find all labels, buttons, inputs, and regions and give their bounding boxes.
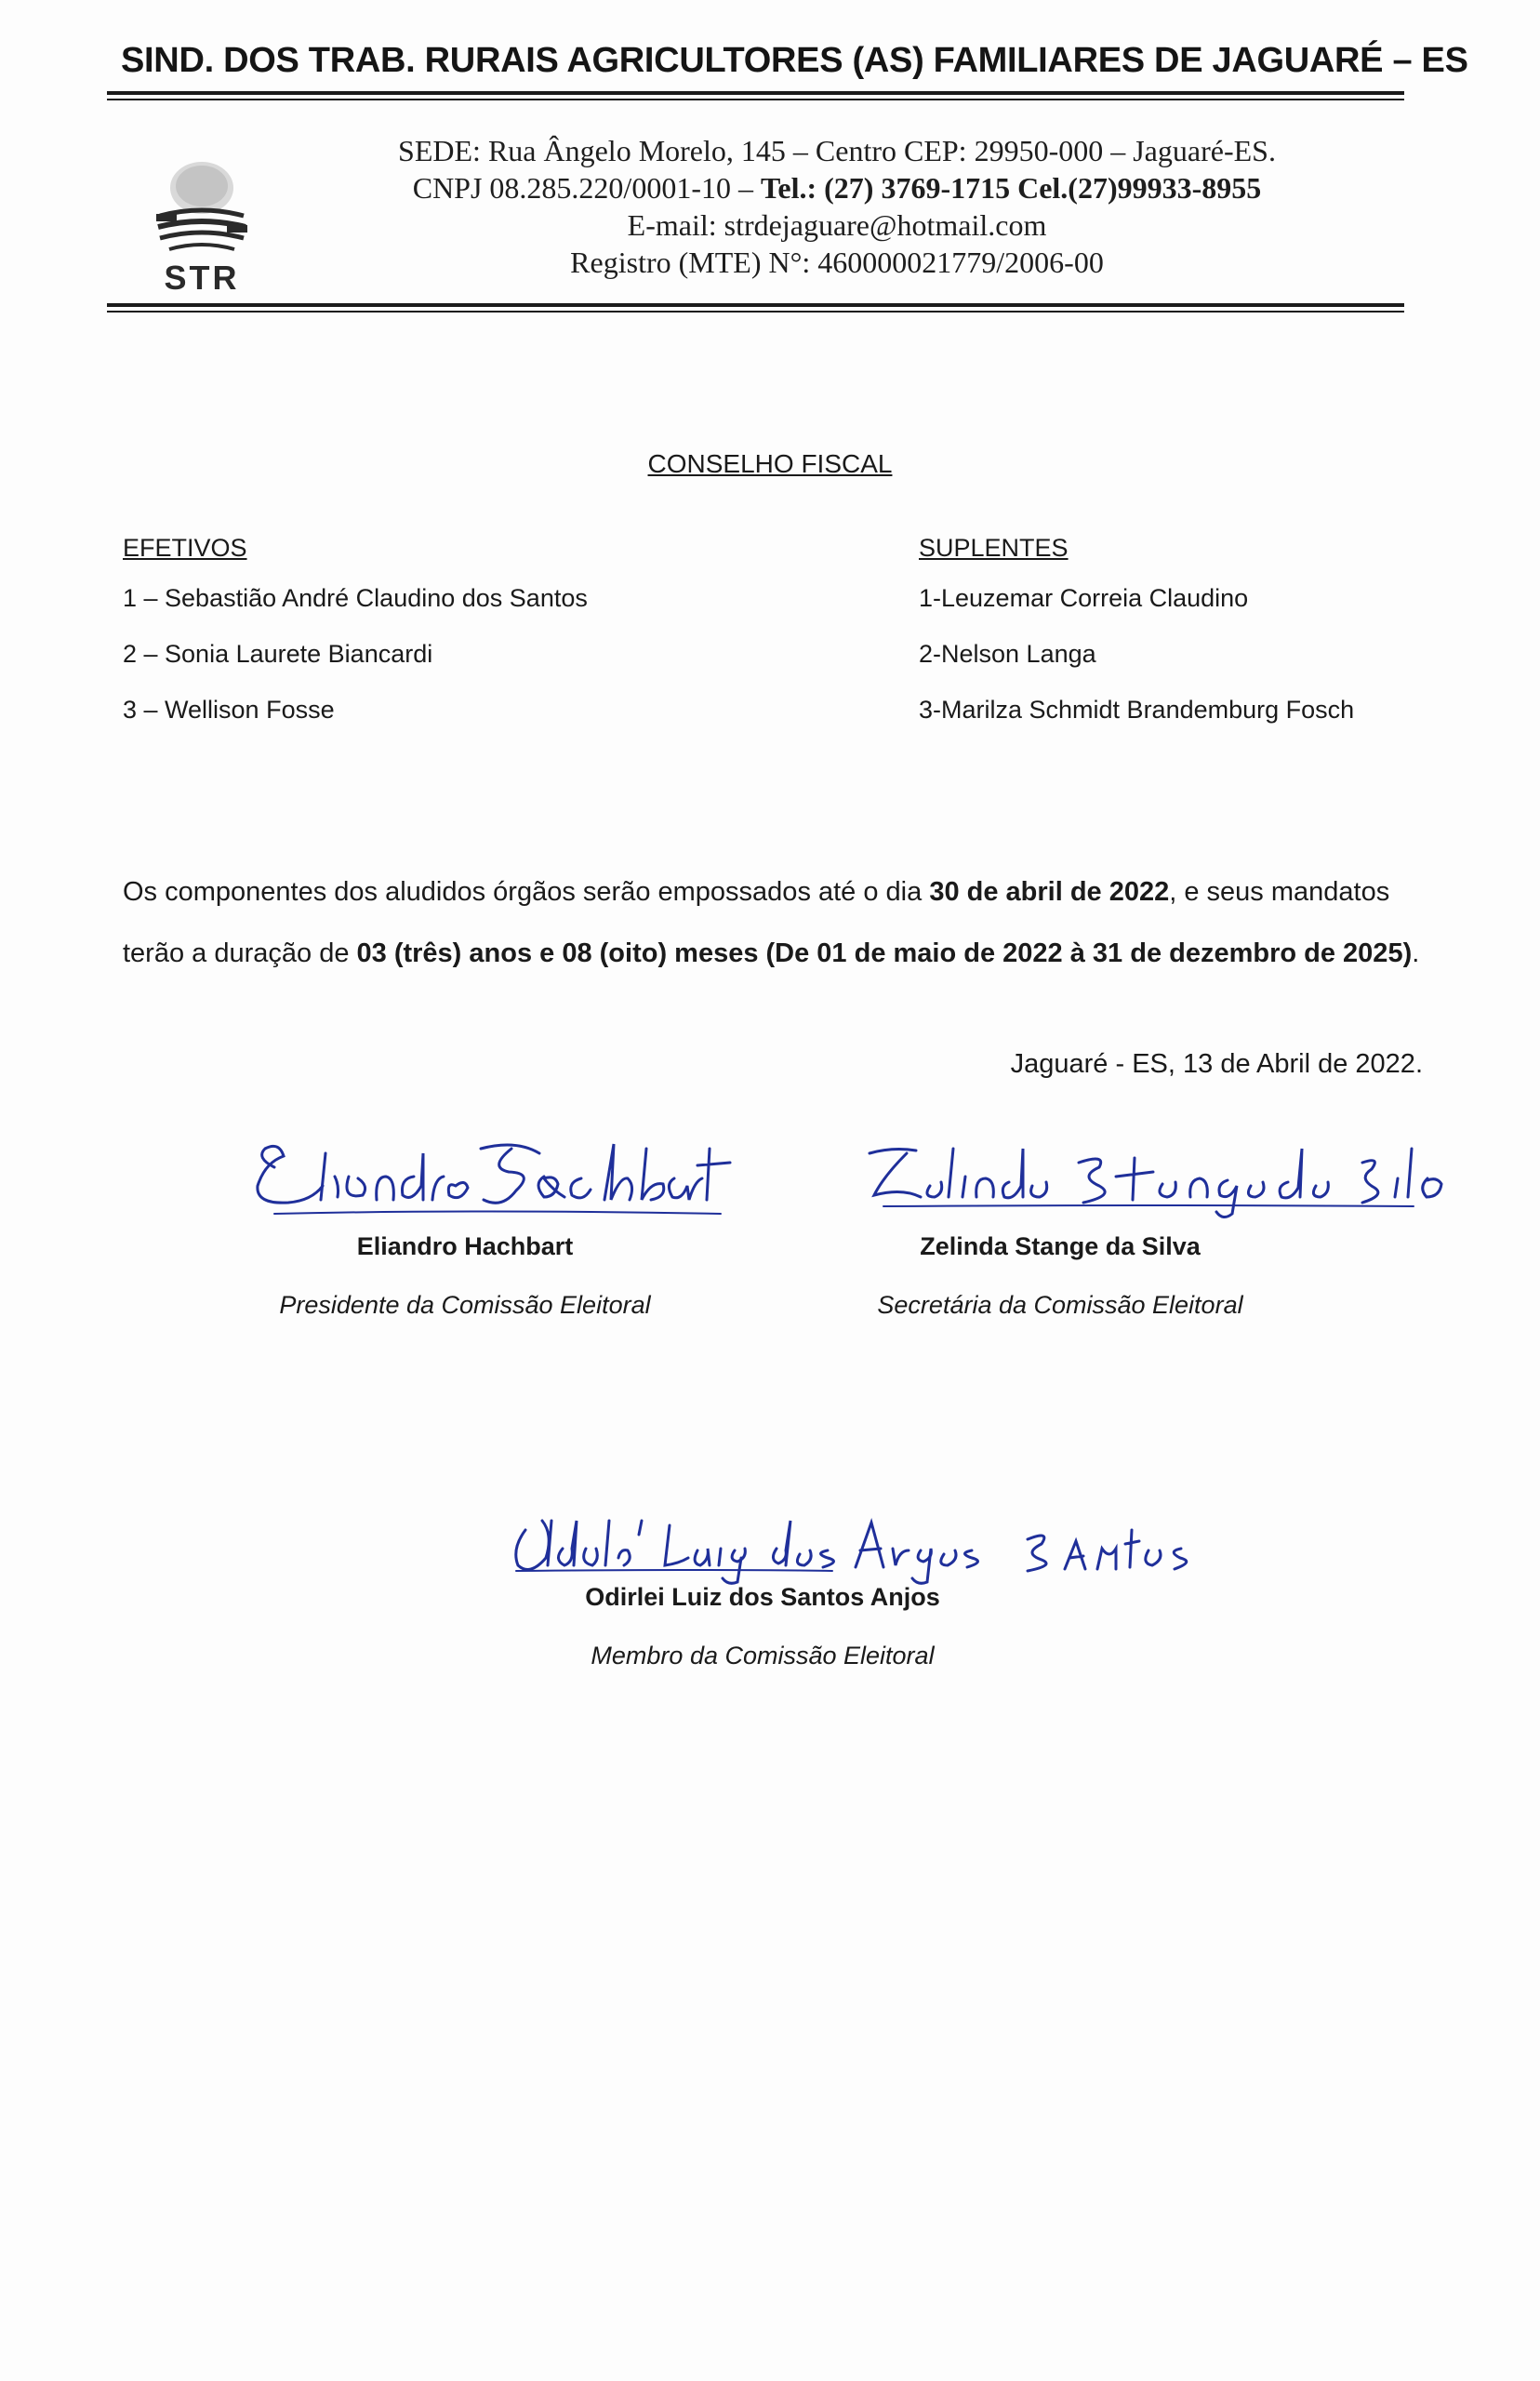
- suplente-item: 2-Nelson Langa: [919, 640, 1096, 668]
- header-rule-bottom: [107, 303, 1404, 307]
- header-rule-bottom-thin: [107, 311, 1404, 313]
- efetivo-item: 2 – Sonia Laurete Biancardi: [123, 640, 433, 668]
- suplentes-column: [919, 534, 1477, 751]
- str-logo: [141, 158, 262, 298]
- efetivo-item: 3 – Wellison Fosse: [123, 696, 335, 724]
- str-emblem-icon: [141, 158, 262, 260]
- suplentes-heading: SUPLENTES: [919, 534, 1069, 562]
- union-title: SIND. DOS TRAB. RURAIS AGRICULTORES (AS) FAMILIARES DE JAGUARÉ – ES: [121, 41, 1468, 80]
- suplente-item: 1-Leuzemar Correia Claudino: [919, 584, 1249, 612]
- signature-odirlei: [507, 1493, 1251, 1586]
- efetivo-item: 1 – Sebastião André Claudino dos Santos: [123, 584, 588, 612]
- paragraph-text: Os componentes dos aludidos órgãos serão empossados até o dia: [123, 877, 930, 907]
- signer-role: Secretária da Comissão Eleitoral: [877, 1291, 1243, 1319]
- contact-line: [307, 169, 1367, 206]
- paragraph-text: terão a duração de: [123, 938, 357, 968]
- paragraph-line-1: [123, 861, 1425, 923]
- phones-text: Tel.: (27) 3769-1715 Cel.(27)99933-8955: [760, 171, 1262, 205]
- document-date: Jaguaré - ES, 13 de Abril de 2022.: [1010, 1049, 1423, 1079]
- suplente-item: 3-Marilza Schmidt Brandemburg Fosch: [919, 696, 1355, 724]
- efetivos-heading: EFETIVOS: [123, 534, 247, 562]
- inauguration-date: 30 de abril de 2022: [929, 877, 1170, 907]
- signer-role: Presidente da Comissão Eleitoral: [279, 1291, 651, 1319]
- mandate-paragraph: [123, 861, 1425, 984]
- header-rule-top-thin: [107, 99, 1404, 100]
- logo-text: STR: [164, 259, 240, 297]
- signer-name: Eliandro Hachbart: [356, 1232, 574, 1260]
- handwritten-signature-image: [507, 1493, 1251, 1586]
- header-rule-top: [107, 91, 1404, 95]
- paragraph-text: .: [1412, 938, 1420, 968]
- email-line: E-mail: strdejaguare@hotmail.com: [627, 208, 1047, 242]
- efetivos-column: [123, 534, 867, 751]
- signer-name: Zelinda Stange da Silva: [920, 1232, 1201, 1260]
- signer-name: Odirlei Luiz dos Santos Anjos: [585, 1583, 940, 1611]
- handwritten-signature-image: [237, 1121, 739, 1223]
- header-address-block: [307, 132, 1367, 281]
- paragraph-line-2: [123, 923, 1425, 984]
- address-line: SEDE: Rua Ângelo Morelo, 145 – Centro CEP: 29950-000 – Jaguaré-ES.: [398, 134, 1276, 167]
- paragraph-text: , e seus mandatos: [1169, 877, 1390, 907]
- signer-role: Membro da Comissão Eleitoral: [591, 1642, 935, 1669]
- mandate-duration: 03 (três) anos e 08 (oito) meses (De 01 de maio de 2022 à 31 de dezembro de 2025): [356, 938, 1413, 968]
- section-title: CONSELHO FISCAL: [647, 449, 893, 478]
- signature-zelinda: [856, 1121, 1451, 1223]
- signature-eliandro: [237, 1121, 739, 1223]
- handwritten-signature-image: [856, 1121, 1451, 1223]
- cnpj-text: CNPJ 08.285.220/0001-10 –: [412, 171, 761, 205]
- registro-line: Registro (MTE) N°: 460000021779/2006-00: [570, 246, 1104, 279]
